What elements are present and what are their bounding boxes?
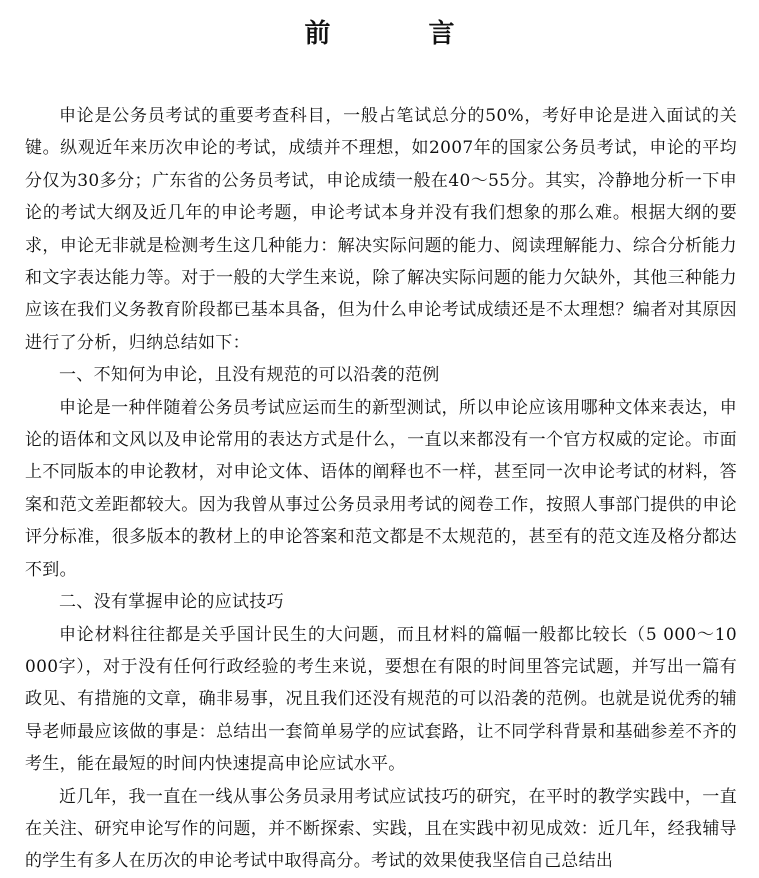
paragraph-section-2: 申论材料往往都是关乎国计民生的大问题，而且材料的篇幅一般都比较长（5 000～10 000字），对于没有任何行政经验的考生来说，要想在有限的时间里答完试题，并写出一篇有政见、有措施的文章，确非易事，况且我们还没有规范的可以沿袭的范例。也就是说优秀的辅导老师最应该做的事是：总结出一套简单易学的应试套路，让不同学科背景和基础参差不齐的考生，能在最短的时间内快速提高申论应试水平。 [25, 624, 737, 775]
paragraph-closing: 近几年，我一直在一线从事公务员录用考试应试技巧的研究，在平时的教学实践中，一直在关注、研究申论写作的问题，并不断探索、实践，且在实践中初见成效：近几年，经我辅导的学生有多人在历次的申论考试中取得高分。考试的效果使我坚信自己总结出 [25, 786, 737, 872]
section-heading-1: 一、不知何为申论，且没有规范的可以沿袭的范例 [59, 365, 440, 386]
paragraph-section-1: 申论是一种伴随着公务员考试应运而生的新型测试，所以申论应该用哪种文体来表达，申论的语体和文风以及申论常用的表达方式是什么，一直以来都没有一个官方权威的定论。市面上不同版本的申论教材，对申论文体、语体的阐释也不一样，甚至同一次申论考试的材料，答案和范文差距都较大。因为我曾从事过公务员录用考试的阅卷工作，按照人事部门提供的申论评分标准，很多版本的教材上的申论答案和范文都是不太规范的，甚至有的范文连及格分都达不到。 [25, 397, 737, 580]
body-text [25, 100, 737, 878]
paragraph-intro: 申论是公务员考试的重要考查科目，一般占笔试总分的50%，考好申论是进入面试的关键。纵观近年来历次申论的考试，成绩并不理想，如2007年的国家公务员考试，申论的平均分仅为30多分；广东省的公务员考试，申论成绩一般在40～55分。其实，冷静地分析一下申论的考试大纲及近几年的申论考题，申论考试本身并没有我们想象的那么难。根据大纲的要求，申论无非就是检测考生这几种能力：解决实际问题的能力、阅读理解能力、综合分析能力和文字表达能力等。对于一般的大学生来说，除了解决实际问题的能力欠缺外，其他三种能力应该在我们义务教育阶段都已基本具备，但为什么申论考试成绩还是不太理想？编者对其原因进行了分析，归纳总结如下： [25, 106, 737, 353]
page-title: 前 言 [304, 19, 491, 49]
section-heading-2: 二、没有掌握申论的应试技巧 [59, 592, 284, 613]
